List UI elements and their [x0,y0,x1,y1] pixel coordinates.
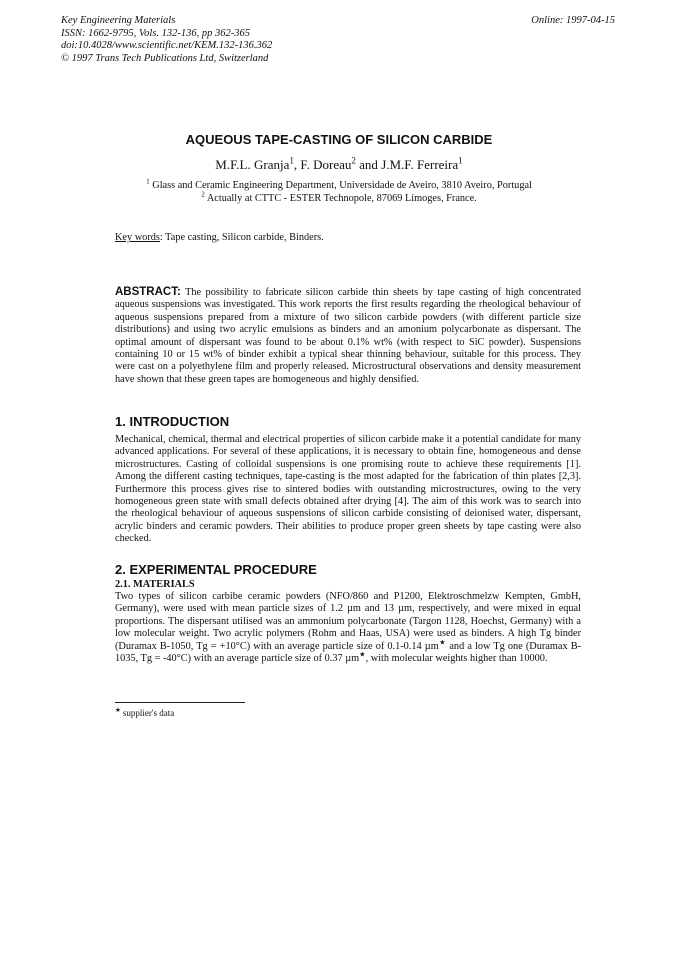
affil-text: Glass and Ceramic Engineering Department, Universidade de Aveiro, 3810 Aveiro, Portugal [149,180,532,191]
footnote [115,708,174,718]
section-heading-experimental: 2. EXPERIMENTAL PROCEDURE [115,562,317,577]
affil-mark: 1 [146,177,150,186]
author-affil-mark: 1 [289,155,294,166]
section-heading-introduction: 1. INTRODUCTION [115,414,230,429]
author-name: M.F.L. Granja [215,157,290,172]
journal-name: Key Engineering Materials [61,15,176,26]
abstract-text: The possibility to fabricate silicon carbide thin sheets by tape casting of high concentrated aqueous suspensions was investigated. This work reports the first results regarding the rheological behaviour of aqueous suspensions prepared from a mixture of two silicon carbide powders (with different particle size distributions) and using two acrylic emulsions as binders and an amonium polycarbonate as dispersant. The optimal amount of dispersant was found to be about 0.1% wt% (with respect to SiC powder). Suspensions containing 10 or 15 wt% of binder exhibit a typical shear thinning behaviour, suitable for this process. They were cast on a polyethylene film and properly released. Microstructural observations and density measurement have shown that these green tapes are homogeneous and highly densified. [115,287,581,385]
doi-line: doi:10.4028/www.scientific.net/KEM.132-136.362 [61,40,273,52]
materials-text: Two types of silicon carbibe ceramic powders (NFO/860 and P1200, Elektroschmelzw Kempten, GmbH, Germany), were used with mean particle sizes of 1.2 µm and 13 µm, respectively, and were mixed in equal proportions. The dispersant utilised was an ammonium polycarbonate (Targon 1128, Hoechst, Germany) with a low molecular weight. Two acrylic polymers (Rohm and Haas, USA) were used as binders. A high Tg binder (Duramax B-1050, Tg = +10°C) with an average particle size of 0.1-0.14 µm [115,591,581,652]
abstract [115,286,581,386]
affiliation-1 [0,179,678,192]
author-separator: , [293,157,301,172]
introduction-paragraph: Mechanical, chemical, thermal and electrical properties of silicon carbide make it a potential candidate for many advanced applications. For several of these applications, it is necessary to obtain fine, homogeneous and dense microstructures. Casting of colloidal suspensions is one promising route to achieve these requirements [1]. Among the different casting techniques, tape-casting is the most adapted for the fabrication of thin plates [2,3]. Furthermore this process gives rise to sintered bodies with outstanding microstructures, owing to the very homogeneous green state with small defects obtained after drying [4]. The aim of this work was to search into the rheological behaviour of aqueous suspensions of silicon carbide consisting of deionised water, dispersant, acrylic binders and ceramic powders. Their abilities to produce proper green sheets by tape casting were also checked. [115,434,581,545]
issn-line: ISSN: 1662-9795, Vols. 132-136, pp 362-365 [61,27,250,39]
keywords-text: : Tape casting, Silicon carbide, Binders. [159,232,324,243]
author-affil-mark: 2 [351,155,356,166]
footnote-star: ★ [438,638,447,647]
online-date: Online: 1997-04-15 [531,15,615,26]
affiliations [0,179,678,205]
subsection-heading-materials: 2.1. MATERIALS [115,579,195,590]
footnote-rule [115,702,245,703]
abstract-label: ABSTRACT: [115,286,181,298]
footnote-text: supplier's data [120,708,175,718]
author-name: J.M.F. Ferreira [381,157,459,172]
footnote-star: ★ [359,650,366,659]
copyright-line: © 1997 Trans Tech Publications Ltd, Switzerland [61,52,269,64]
affil-text: Actually at CTTC - ESTER Technopole, 87069 Limoges, France. [204,193,477,204]
keywords-label: Key words [115,232,160,243]
materials-paragraph [115,591,581,665]
affiliation-2 [0,192,678,205]
author-name: F. Doreau [300,157,352,172]
paper-title: AQUEOUS TAPE-CASTING OF SILICON CARBIDE [185,132,493,147]
author-affil-mark: 1 [458,155,463,166]
materials-text: , with molecular weights higher than 10000. [365,653,548,665]
author-list [0,157,678,173]
keywords [115,232,324,243]
author-separator: and [355,157,382,172]
footnote-mark: ★ [115,707,121,714]
journal-citation-block [61,15,272,65]
affil-mark: 2 [201,190,205,199]
materials-text: and a low Tg one (Duramax B-1035, Tg = -40°C) with an average particle size of 0.37 µm [115,640,581,665]
